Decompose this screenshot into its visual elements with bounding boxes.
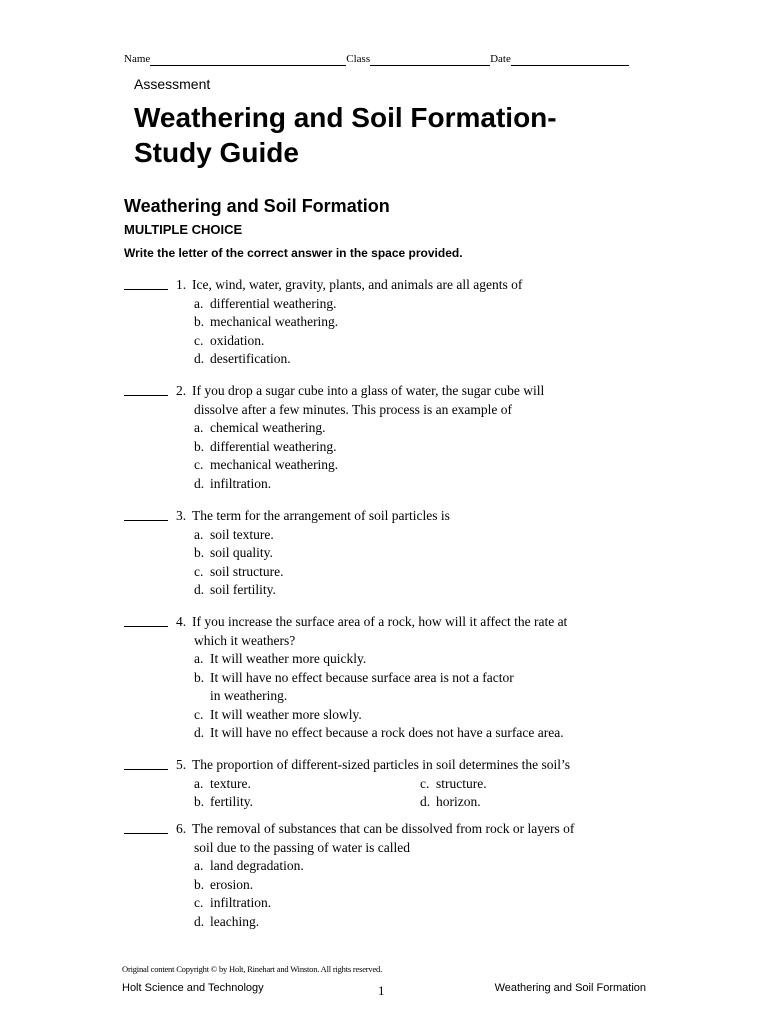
- option-c: c. mechanical weathering.: [194, 457, 339, 472]
- answer-blank-4[interactable]: [124, 613, 168, 627]
- footer-chapter: Weathering and Soil Formation: [494, 982, 646, 994]
- question-number: 3.: [176, 508, 187, 523]
- option-a: a. soil texture.: [194, 526, 274, 542]
- question-stem: The term for the arrangement of soil particles is: [192, 508, 450, 523]
- option-c: c. soil structure.: [194, 563, 284, 579]
- option-b: b. soil quality.: [194, 545, 273, 560]
- answer-blank-6[interactable]: [124, 820, 168, 834]
- question-stem-line-2: which it weathers?: [194, 632, 296, 648]
- title-line-1: Weathering and Soil Formation-: [134, 102, 557, 133]
- question-stem-line-2: dissolve after a few minutes. This process is an example of: [194, 401, 513, 417]
- question-6: [124, 820, 664, 931]
- option-a: a. It will weather more quickly.: [194, 651, 367, 666]
- page-title: [134, 100, 654, 170]
- date-label: Date: [490, 53, 511, 65]
- option-a: a. texture.: [194, 775, 251, 791]
- question-stem-line-2: soil due to the passing of water is called: [194, 839, 410, 855]
- option-a: a. chemical weathering.: [194, 420, 326, 435]
- instructions: Write the letter of the correct answer in the space provided.: [124, 246, 463, 260]
- question-1: [124, 276, 664, 369]
- options: [194, 857, 664, 931]
- question-number: 2.: [176, 383, 187, 398]
- option-d: d. leaching.: [194, 913, 260, 929]
- question-4: [124, 613, 664, 743]
- assessment-label: Assessment: [134, 76, 211, 92]
- section-heading: Weathering and Soil Formation: [124, 196, 390, 216]
- options: [194, 650, 664, 743]
- option-c: c. It will weather more slowly.: [194, 706, 362, 722]
- options: [194, 526, 664, 600]
- question-stem-line-1: The removal of substances that can be dissolved from rock or layers of: [192, 821, 575, 836]
- option-b: b. erosion.: [194, 876, 254, 892]
- footer-publisher: Holt Science and Technology: [122, 982, 264, 994]
- question-3: [124, 507, 664, 600]
- question-number: 4.: [176, 614, 187, 629]
- name-label: Name: [124, 53, 151, 65]
- question-stem: Ice, wind, water, gravity, plants, and animals are all agents of: [192, 277, 523, 292]
- question-5: [124, 756, 664, 812]
- question-stem-line-1: If you drop a sugar cube into a glass of water, the sugar cube will: [192, 383, 545, 398]
- answer-blank-5[interactable]: [124, 756, 168, 770]
- subsection-heading: MULTIPLE CHOICE: [124, 222, 243, 237]
- question-2: [124, 382, 664, 493]
- option-d: d. horizon.: [420, 794, 481, 809]
- answer-blank-2[interactable]: [124, 382, 168, 396]
- option-d: d. desertification.: [194, 351, 291, 366]
- student-info-header: [124, 53, 644, 66]
- options: [194, 295, 664, 369]
- option-b: b. It will have no effect because surface area is not a factor: [194, 669, 514, 685]
- options: [194, 775, 664, 812]
- option-b-continued: in weathering.: [210, 688, 288, 703]
- option-b: b. mechanical weathering.: [194, 314, 339, 329]
- option-b: b. differential weathering.: [194, 438, 337, 454]
- class-blank[interactable]: [370, 53, 490, 66]
- option-b: b. fertility.: [194, 794, 253, 809]
- option-a: a. differential weathering.: [194, 295, 337, 311]
- option-a: a. land degradation.: [194, 858, 304, 873]
- copyright-notice: Original content Copyright © by Holt, Rinehart and Winston. All rights reserved.: [122, 964, 383, 974]
- option-c: c. oxidation.: [194, 332, 265, 348]
- option-d: d. infiltration.: [194, 475, 272, 491]
- option-d: d. It will have no effect because a rock does not have a surface area.: [194, 725, 564, 740]
- options: [194, 419, 664, 493]
- question-number: 6.: [176, 821, 187, 836]
- answer-blank-3[interactable]: [124, 507, 168, 521]
- class-label: Class: [346, 53, 371, 65]
- option-c: c. structure.: [420, 775, 487, 791]
- answer-blank-1[interactable]: [124, 276, 168, 290]
- question-stem: The proportion of different-sized particles in soil determines the soil’s: [192, 757, 571, 772]
- option-d: d. soil fertility.: [194, 582, 276, 597]
- question-number: 5.: [176, 757, 187, 772]
- date-blank[interactable]: [511, 53, 629, 66]
- question-stem-line-1: If you increase the surface area of a rock, how will it affect the rate at: [192, 614, 568, 629]
- option-c: c. infiltration.: [194, 895, 272, 910]
- question-number: 1.: [176, 277, 187, 292]
- page-number: 1: [378, 983, 385, 998]
- title-line-2: Study Guide: [134, 137, 299, 168]
- name-blank[interactable]: [150, 53, 346, 66]
